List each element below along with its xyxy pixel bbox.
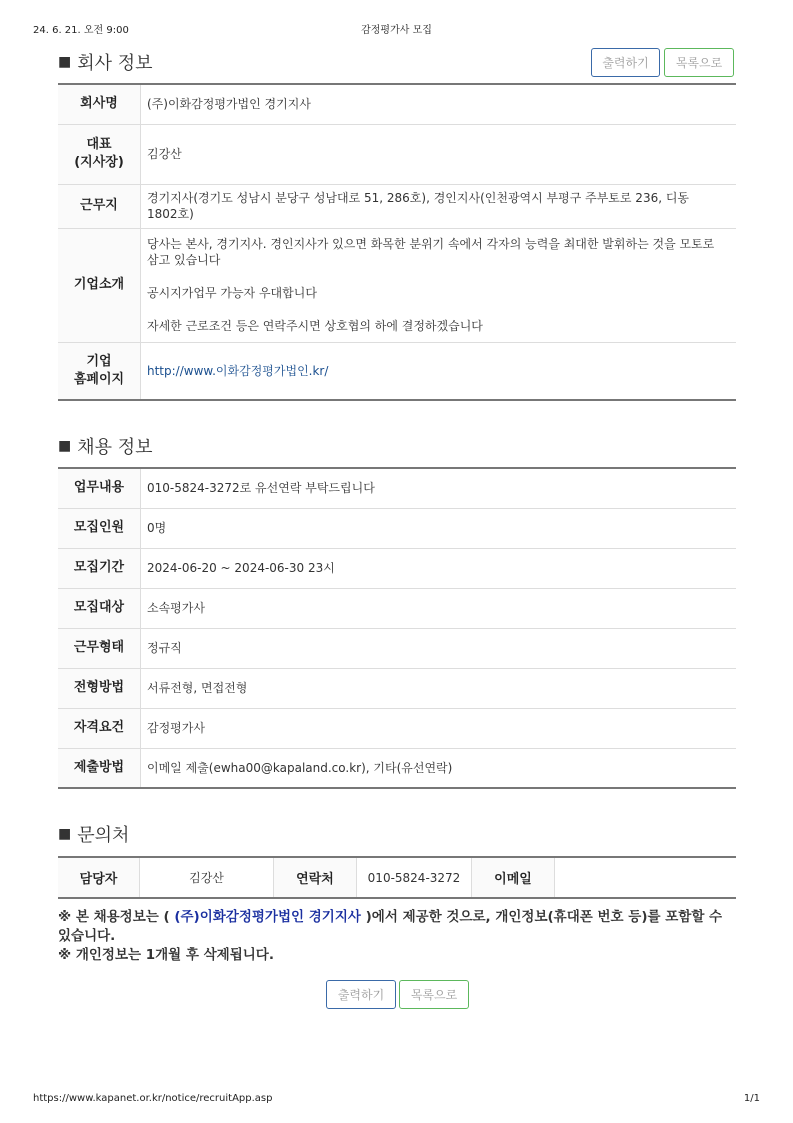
intro-paragraph: 공시지가업무 가능자 우대합니다 [147, 286, 317, 300]
print-datetime: 24. 6. 21. 오전 9:00 [33, 25, 129, 36]
table-row [58, 708, 736, 748]
notice-line: ※ 본 채용정보는 ( (주)이화감정평가법인 경기지사 )에서 제공한 것으로, 개인정보(휴대폰 번호 등)를 포함할 수 있습니다. [58, 909, 723, 944]
print-button-top[interactable]: 출력하기 [591, 48, 660, 77]
homepage-label-line1: 기업 [86, 353, 112, 369]
manager-value: 김강산 [140, 857, 274, 898]
recruit-row-label: 자격요건 [58, 708, 141, 748]
square-bullet-icon: ■ [58, 438, 72, 454]
intro-paragraph: 자세한 근로조건 등은 연락주시면 상호협의 하에 결정하겠습니다 [147, 319, 483, 333]
recruit-row-value: 정규직 [141, 628, 737, 668]
table-row [58, 124, 736, 184]
privacy-notice [58, 908, 738, 965]
table-row [58, 588, 736, 628]
print-url: https://www.kapanet.or.kr/notice/recruitApp.asp [33, 1093, 273, 1104]
intro-label: 기업소개 [58, 228, 141, 342]
ceo-value: 김강산 [141, 124, 737, 184]
company-name-label: 회사명 [58, 84, 141, 124]
phone-value: 010-5824-3272 [357, 857, 472, 898]
email-value [555, 857, 737, 898]
recruit-row-value: 서류전형, 면접전형 [141, 668, 737, 708]
table-row [58, 748, 736, 788]
ceo-label-line1: 대표 [86, 137, 112, 152]
notice-company: (주)이화감정평가법인 경기지사 [174, 909, 361, 925]
table-row [58, 468, 736, 508]
ceo-label-line2: (지사장) [74, 155, 124, 170]
intro-value [141, 228, 737, 342]
table-row [58, 184, 736, 228]
email-label: 이메일 [472, 857, 555, 898]
company-section-title-text: 회사 정보 [77, 53, 153, 74]
recruit-row-label: 근무형태 [58, 628, 141, 668]
homepage-label-line2: 홈페이지 [73, 371, 125, 387]
recruit-row-label: 모집인원 [58, 508, 141, 548]
recruit-row-label: 업무내용 [58, 468, 141, 508]
recruit-row-label: 모집기간 [58, 548, 141, 588]
contact-section-title [58, 821, 129, 847]
company-name-value: (주)이화감정평가법인 경기지사 [141, 84, 737, 124]
table-row [58, 668, 736, 708]
contact-section-title-text: 문의처 [77, 825, 130, 846]
homepage-link[interactable]: http://www.이화감정평가법인.kr/ [147, 363, 329, 378]
table-row [58, 628, 736, 668]
recruit-row-label: 전형방법 [58, 668, 141, 708]
notice-line: ※ 개인정보는 1개월 후 삭제됩니다. [58, 947, 274, 963]
print-page-number: 1/1 [743, 1093, 760, 1104]
square-bullet-icon: ■ [58, 54, 72, 70]
print-page-title: 감정평가사 모집 [361, 25, 432, 36]
homepage-value [141, 342, 737, 400]
ceo-label [58, 124, 141, 184]
recruit-section-title-text: 채용 정보 [77, 437, 153, 458]
recruit-row-label: 모집대상 [58, 588, 141, 628]
company-info-table [58, 83, 736, 401]
table-row [58, 342, 736, 400]
workplace-label: 근무지 [58, 184, 141, 228]
list-button-top[interactable]: 목록으로 [664, 48, 734, 77]
recruit-row-value: 감정평가사 [141, 708, 737, 748]
company-section-title [58, 49, 153, 75]
recruit-row-label: 제출방법 [58, 748, 141, 788]
recruit-row-value: 0명 [141, 508, 737, 548]
print-button-bottom[interactable]: 출력하기 [326, 980, 396, 1009]
phone-label: 연락처 [274, 857, 357, 898]
recruit-row-value: 010-5824-3272로 유선연락 부탁드립니다 [141, 468, 737, 508]
table-row [58, 84, 736, 124]
table-row [58, 228, 736, 342]
table-row [58, 857, 736, 898]
intro-paragraph: 당사는 본사, 경기지사. 경인지사가 있으면 화목한 분위기 속에서 각자의 능력을 최대한 발휘하는 것을 모토로 삼고 있습니다 [147, 237, 715, 267]
square-bullet-icon: ■ [58, 826, 72, 842]
table-row [58, 548, 736, 588]
recruit-section-title [58, 433, 153, 459]
recruit-row-value: 소속평가사 [141, 588, 737, 628]
recruit-info-table [58, 467, 736, 789]
recruit-row-value: 이메일 제출(ewha00@kapaland.co.kr), 기타(유선연락) [147, 760, 453, 775]
contact-table [58, 856, 736, 899]
table-row [58, 508, 736, 548]
list-button-bottom[interactable]: 목록으로 [399, 980, 469, 1009]
recruit-row-value: 2024-06-20 ~ 2024-06-30 23시 [141, 548, 737, 588]
workplace-value: 경기지사(경기도 성남시 분당구 성남대로 51, 286호), 경인지사(인천광역시 부평구 주부토로 236, 디동 1802호) [141, 184, 737, 228]
homepage-label [58, 342, 141, 400]
manager-label: 담당자 [58, 857, 140, 898]
